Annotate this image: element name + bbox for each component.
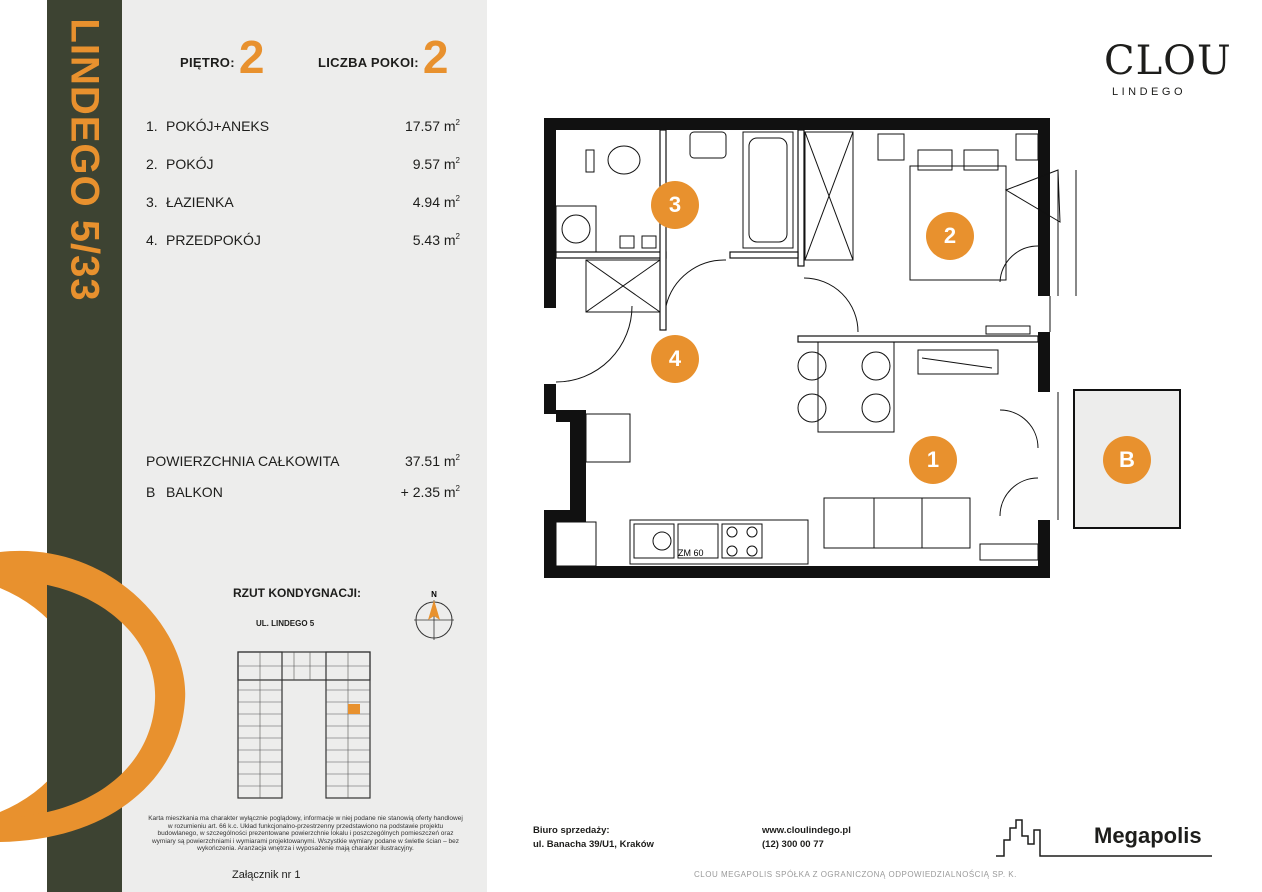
compass-icon: [412, 588, 456, 642]
room-name: ŁAZIENKA: [166, 194, 234, 210]
balcony-area-value: + 2.35 m: [400, 484, 456, 500]
annex-label: Załącznik nr 1: [232, 869, 301, 881]
room-area-value: 4.94 m: [412, 194, 456, 210]
total-area-label: POWIERZCHNIA CAŁKOWITA: [146, 453, 340, 469]
compass-label: N: [431, 590, 437, 599]
room-badge-4: 4: [651, 335, 699, 383]
floor-value: 2: [238, 31, 265, 83]
room-badge-balcony: B: [1103, 436, 1151, 484]
disclaimer: Karta mieszkania ma charakter wyłącznie poglądowy, informacje w niej podane nie stanowią oferty handlowej w rozumieniu art. 66 k.c. Układ funkcjonalno-przestrzenny przedstawiono na podstawie projektu budowlanego, w szczególności prezentowane powierzchnie lokalu i poszczególnych pomieszczeń oraz wymiary są powierzchniami i wymiarami projektowanymi. Wszystkie wymiary podane w świetle ścian – bez wykończenia. Aranżacja wnętrza i wyposażenie mają charakter ilustracyjny.: [148, 815, 463, 853]
developer-name: Megapolis: [1094, 823, 1202, 848]
room-badge-3: 3: [651, 181, 699, 229]
total-area-value: 37.51 m: [404, 453, 456, 469]
floor-label: PIĘTRO:: [180, 55, 235, 70]
room-number: 2.: [146, 156, 158, 172]
room-area-unit: 2: [455, 118, 460, 127]
room-row: [146, 194, 466, 214]
street-label: UL. LINDEGO 5: [256, 619, 315, 628]
contact-info: [762, 824, 851, 852]
clou-logo-sub: LINDEGO: [1112, 86, 1187, 98]
room-number: 3.: [146, 194, 158, 210]
rooms-label: LICZBA POKOI:: [318, 55, 419, 70]
apartment-floor-plan: [530, 110, 1190, 585]
room-area-value: 17.57 m: [404, 118, 456, 134]
side-title: LINDEGO 5/33: [62, 18, 107, 302]
sales-office-address: ul. Banacha 39/U1, Kraków: [533, 839, 654, 850]
floor-info: [180, 30, 265, 84]
balcony-code: B: [146, 484, 156, 500]
sales-office-label: Biuro sprzedaży:: [533, 825, 610, 836]
company-name: CLOU MEGAPOLIS SPÓŁKA Z OGRANICZONĄ ODPOWIEDZIALNOŚCIĄ SP. K.: [694, 870, 1017, 879]
room-name: POKÓJ: [166, 156, 214, 172]
room-number: 1.: [146, 118, 158, 134]
room-row: [146, 232, 466, 252]
rooms-value: 2: [422, 31, 449, 83]
clou-logo: CLOU: [1104, 38, 1232, 84]
website-link[interactable]: www.cloulindego.pl: [762, 825, 851, 836]
room-area-value: 9.57 m: [412, 156, 456, 172]
sales-office: [533, 824, 654, 852]
room-area-unit: 2: [455, 232, 460, 241]
room-area-unit: 2: [455, 194, 460, 203]
balcony-area: [401, 484, 460, 500]
fridge-label: ZM 60: [678, 548, 704, 558]
room-row: [146, 118, 466, 138]
room-area-value: 5.43 m: [412, 232, 456, 248]
room-area: [405, 118, 460, 134]
room-number: 4.: [146, 232, 158, 248]
phone-number: (12) 300 00 77: [762, 839, 824, 850]
room-name: PRZEDPOKÓJ: [166, 232, 261, 248]
apartment-highlight: [348, 704, 360, 714]
balcony-area-unit: 2: [455, 484, 460, 493]
floor-plan-label: RZUT KONDYGNACJI:: [233, 586, 361, 600]
room-area: [413, 194, 460, 210]
room-name: POKÓJ+ANEKS: [166, 118, 270, 134]
building-plan-thumbnail: [234, 650, 374, 800]
balcony-label: BALKON: [166, 484, 223, 500]
room-area-unit: 2: [455, 156, 460, 165]
balcony-row: [146, 484, 466, 500]
total-area-row: [146, 453, 466, 469]
room-row: [146, 156, 466, 176]
room-area: [413, 232, 460, 248]
rooms-info: [318, 30, 449, 84]
room-badge-1: 1: [909, 436, 957, 484]
total-area-unit: 2: [455, 453, 460, 462]
room-area: [413, 156, 460, 172]
room-badge-2: 2: [926, 212, 974, 260]
total-area: [405, 453, 460, 469]
